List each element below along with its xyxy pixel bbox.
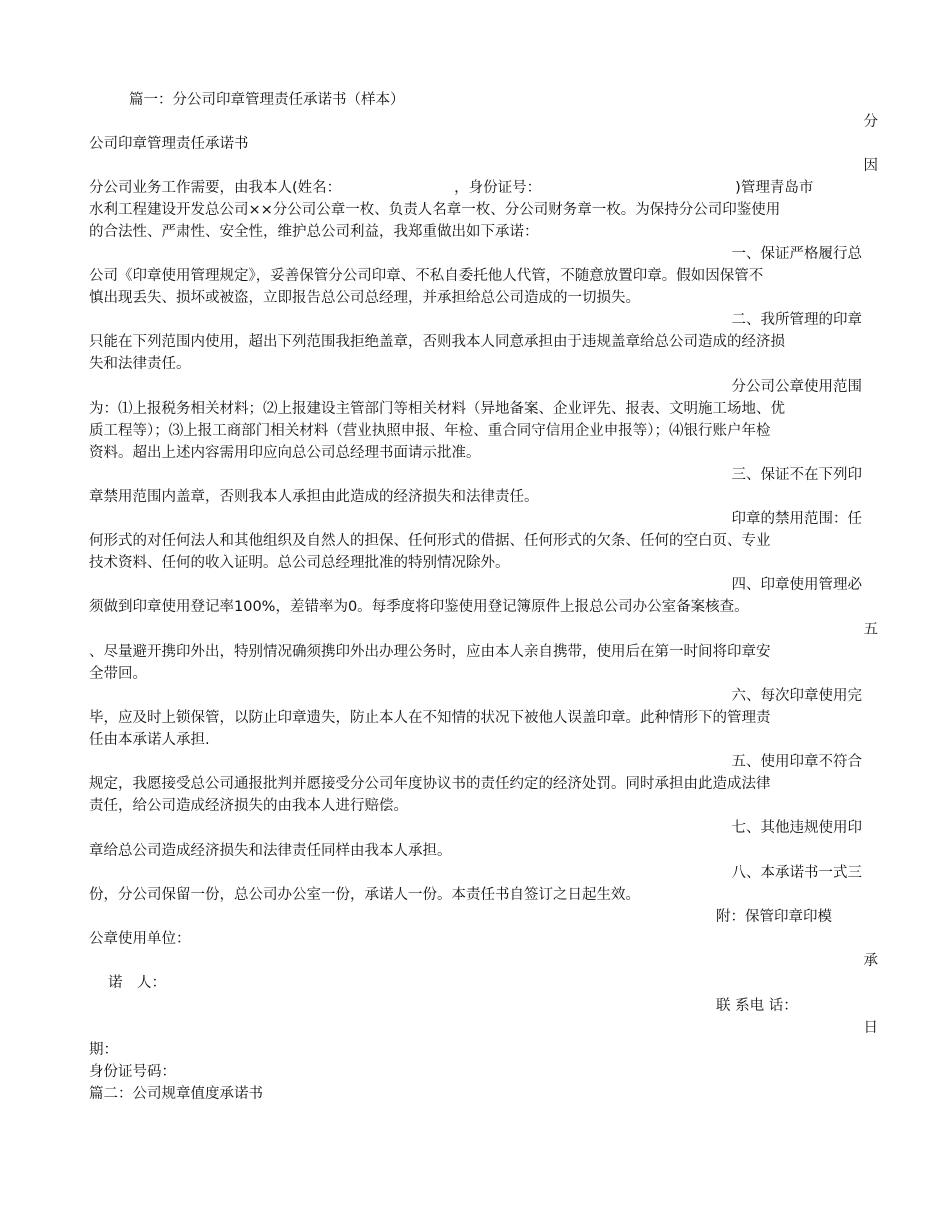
- text-line: 技术资料、任何的收入证明。总公司总经理批准的特别情况除外。: [89, 555, 510, 571]
- text-line: 因: [863, 158, 878, 174]
- text-line: 毕，应及时上锁保管，以防止印章遗失，防止本人在不知情的状况下被他人误盖印章。此种情形下的管理责: [89, 710, 771, 726]
- text-line: 水利工程建设开发总公司××分公司公章一枚、负责人名章一枚、分公司财务章一枚。为保持分公司印鉴使用: [89, 202, 781, 218]
- clause-heading: 分公司公章使用范围: [731, 379, 862, 395]
- clause-heading: 四、印章使用管理必: [731, 577, 862, 593]
- clause-heading: 二、我所管理的印章: [731, 312, 862, 328]
- clause-heading: 八、本承诺书一式三: [731, 865, 862, 881]
- clause-heading: 五: [863, 622, 878, 638]
- text-line: 分: [863, 114, 878, 130]
- clause-heading: 六、每次印章使用完: [731, 688, 862, 704]
- text-line: 的合法性、严肃性、安全性，维护总公司利益，我郑重做出如下承诺：: [89, 224, 539, 240]
- text-line: 何形式的对任何法人和其他组织及自然人的担保、任何形式的借据、任何形式的欠条、任何的空白页、专业: [89, 533, 771, 549]
- text-line: 失和法律责任。: [89, 356, 191, 372]
- text-line: 承: [863, 953, 878, 969]
- clause-heading: 一、保证严格履行总: [731, 246, 862, 262]
- text-line: 规定，我愿接受总公司通报批判并愿接受分公司年度协议书的责任约定的经济处罚。同时承担由此造成法律: [89, 776, 771, 792]
- text-line: 只能在下列范围内使用，超出下列范围我拒绝盖章，否则我本人同意承担由于违规盖章给总公司造成的经济损: [89, 334, 785, 350]
- text-line: 章给总公司造成经济损失和法律责任同样由我本人承担。: [89, 843, 452, 859]
- intro-line: [89, 177, 813, 199]
- text-line: 章禁用范围内盖章，否则我本人承担由此造成的经济损失和法律责任。: [89, 489, 539, 505]
- text-line: 责任，给公司造成经济损失的由我本人进行赔偿。: [89, 798, 408, 814]
- id-number-label: 身份证号码：: [89, 1064, 176, 1080]
- intro-id-label: ，身份证号：: [454, 180, 542, 196]
- article-title-2: 篇二：公司规章值度承诺书: [89, 1086, 263, 1102]
- text-line: 全带回。: [89, 666, 147, 682]
- article-title: 篇一：分公司印章管理责任承诺书（样本）: [129, 92, 405, 108]
- text-line: 份，分公司保留一份，总公司办公室一份，承诺人一份。本责任书自签订之日起生效。: [89, 887, 640, 903]
- clause-heading: 三、保证不在下列印: [731, 467, 862, 483]
- text-line: 质工程等）；⑶上报工商部门相关材料（营业执照申报、年检、重合同守信用企业申报等）；⑷银行账户年检: [89, 423, 771, 439]
- text-line: 、尽量避开携印外出，特别情况确须携印外出办理公务时，应由本人亲自携带，使用后在第一时间将印章安: [89, 644, 771, 660]
- clause-heading: 印章的禁用范围：任: [731, 511, 862, 527]
- text-line: 公司《印章使用管理规定》，妥善保管分公司印章、不私自委托他人代管，不随意放置印章。假如因保管不: [89, 268, 764, 284]
- phone-label: 联 系电 话：: [716, 998, 798, 1014]
- intro-org-text: )管理青岛市: [735, 180, 814, 196]
- text-line: 为：⑴上报税务相关材料；⑵上报建设主管部门等相关材料（异地备案、企业评先、报表、文明施工场地、优: [89, 401, 785, 417]
- date-label: 期：: [89, 1042, 118, 1058]
- clause-heading: 七、其他违规使用印: [731, 820, 862, 836]
- unit-label: 公章使用单位：: [89, 931, 191, 947]
- text-line: 慎出现丢失、损坏或被盗，立即报告总公司总经理，并承担给总公司造成的一切损失。: [89, 290, 640, 306]
- clause-heading: 五、使用印章不符合: [731, 754, 862, 770]
- text-line: 资料。超出上述内容需用印应向总公司总经理书面请示批准。: [89, 445, 481, 461]
- promisor-label: 诺 人：: [108, 975, 166, 991]
- attachment-label: 附：保管印章印模: [716, 909, 832, 925]
- intro-name-label: 分公司业务工作需要，由我本人(姓名：: [89, 180, 342, 196]
- text-line: 日: [863, 1020, 878, 1036]
- document-heading: 公司印章管理责任承诺书: [89, 136, 249, 152]
- text-line: 任由本承诺人承担.: [89, 732, 210, 748]
- text-line: 须做到印章使用登记率100%，差错率为0。每季度将印鉴使用登记簿原件上报总公司办公室备案核查。: [89, 599, 749, 615]
